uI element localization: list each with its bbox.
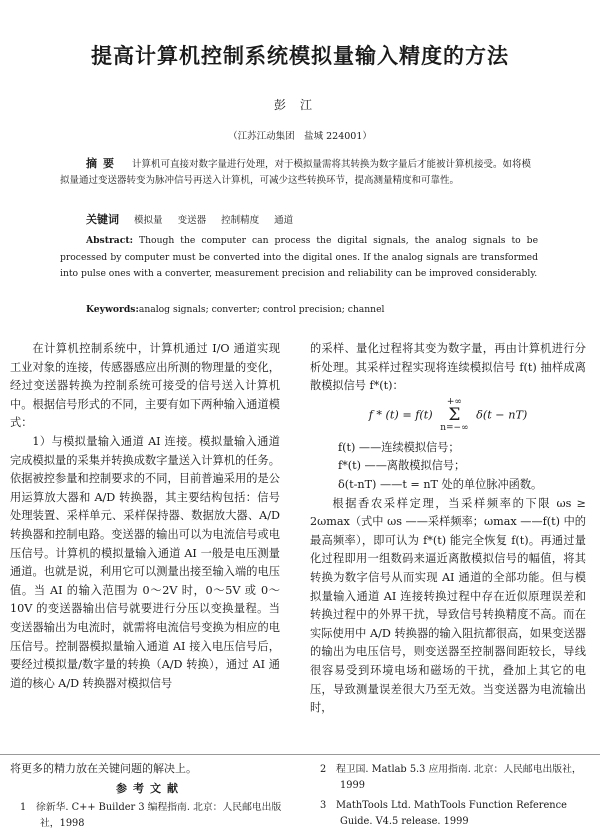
sigma-symbol: Σ [448,404,461,425]
keyword-term: 变送器 [177,215,207,226]
footer-right [310,762,588,834]
formula-right-side: δ(t − nT) [476,408,528,422]
abstract-english [60,233,538,283]
author-name: 彭江 [273,98,326,112]
keywords-english [86,302,538,318]
sampling-formula [310,398,586,433]
keywords-english-label: Keywords: [86,304,139,315]
reference-item: 2 程卫国. Matlab 5.3 应用指南. 北京：人民邮电出版社，1999 [320,764,582,791]
body-left-column [10,340,280,693]
sum-lower-limit: n=−∞ [440,422,469,433]
keywords-english-text: analog signals; converter; control precision; channel [138,304,385,315]
reference-item: 1 徐新华. C++ Builder 3 编程指南. 北京：人民邮电出版社，1998 [20,802,282,829]
body-paragraph: 根据香农采样定理，当采样频率的下限 ωs ≥ 2ωmax（式中 ωs ——采样频率；ωmax ——f(t) 中的最高频率），即可认为 f*(t) 能完全恢复 f(t)。再通过量化过程即用一组数码来逼近离散模拟信号的幅值，将其转换为数字信号从而实现 AI 通道的全部功能。但与模拟量输入通道 AI 连接转换过程中存在近似原理误差和转换过程中的外界干扰，导致信号转换精度不高。而在实际使用中 A/D 转换器的输入阻抗都很高，如果变送器的输出为电压信号，则变送器至控制器间距较长，导线很容易受到环境电场和磁场的干扰，叠加上其它的电压，导致测量误差很大乃至无效。当变送器为电流输出时， [310,496,586,715]
references-heading: 参考文献 [116,782,184,795]
sum-upper-limit: +∞ [446,396,462,407]
affiliation: （江苏江动集团 盐城 224001） [228,131,372,142]
abstract-chinese-text: 计算机可直接对数字量进行处理，对于模拟量需将其转换为数字量后才能被计算机接受。如将模拟量通过变送器转变为脉冲信号再送入计算机，可减少这些转换环节，提高测量精度和可靠性。 [60,159,532,186]
abstract-english-text: Though the computer can process the digital signals, the analog signals to be processed by computer must be converted into the digital ones. If the analog signals are transformed into pulse ones with a converter, measurement precision and reliability can be improved considerably. [60,235,539,279]
keyword-term: 控制精度 [221,215,260,226]
symbol-definition: f(t) ——连续模拟信号； [338,440,460,454]
symbol-definition: f*(t) ——离散模拟信号； [338,459,466,473]
closing-sentence: 将更多的精力放在关键问题的解决上。 [10,762,197,775]
section-divider [0,754,600,755]
reference-item: 3 MathTools Ltd. MathTools Function Reference Guide. V4.5 release. 1999 [320,800,567,827]
keyword-term: 通道 [274,215,294,226]
keyword-term: 模拟量 [134,215,163,226]
body-right-column [310,340,586,718]
keywords-chinese-label: 关键词 [86,213,119,226]
body-paragraph: 在计算机控制系统中，计算机通过 I/O 通道实现工业对象的连接，传感器感应出所测的物理量的变化，经过变送器转换为控制系统可接受的信号送入计算机中。根据信号形式的不同，主要有如下两种输入通道模式： [10,342,280,430]
body-paragraph: 的采样、量化过程将其变为数字量，再由计算机进行分析处理。其采样过程实现将连续模拟信号 f(t) 抽样成离散模拟信号 f*(t)： [310,342,586,393]
formula-left-side: f * (t) = f(t) [368,408,433,422]
keywords-chinese [86,212,538,229]
abstract-chinese-label: 摘要 [86,157,120,170]
abstract-english-label: Abstract: [86,235,133,246]
summation-symbol [440,398,468,433]
abstract-chinese [60,156,538,189]
body-paragraph: 1）与模拟量输入通道 AI 连接。模拟量输入通道完成模拟量的采集并转换成数字量送入计算机的任务。依据被控参量和控制要求的不同，目前普遍采用的是公用运算放大器和 A/D 转换器，其主要结构包括：信号处理装置、采样单元、采样保持器、数据放大器、A/D 转换器和控制电路。变送器的输出可以为电流信号或电压信号。计算机的模拟量输入通道 AI 一般是电压测量通道。也就是说，利用它可以测量出接至输入端的电压值。当 AI 的输入范围为 0～2V 时，0～5V 或 0～10V 的变送器输出信号就要进行分压以变换量程。当变送器输出为电流时，就需将电流信号变换为相应的电压信号。控制器模拟量输入通道 AI 接入电压信号后，要经过模拟量/数字量的转换（A/D 转换），通过 AI 通道的核心 A/D 转换器对模拟信号 [10,434,280,690]
paper-title: 提高计算机控制系统模拟量输入精度的方法 [91,44,509,68]
symbol-definition: δ(t-nT) ——t = nT 处的单位脉冲函数。 [338,477,543,491]
footer-left [10,760,290,832]
